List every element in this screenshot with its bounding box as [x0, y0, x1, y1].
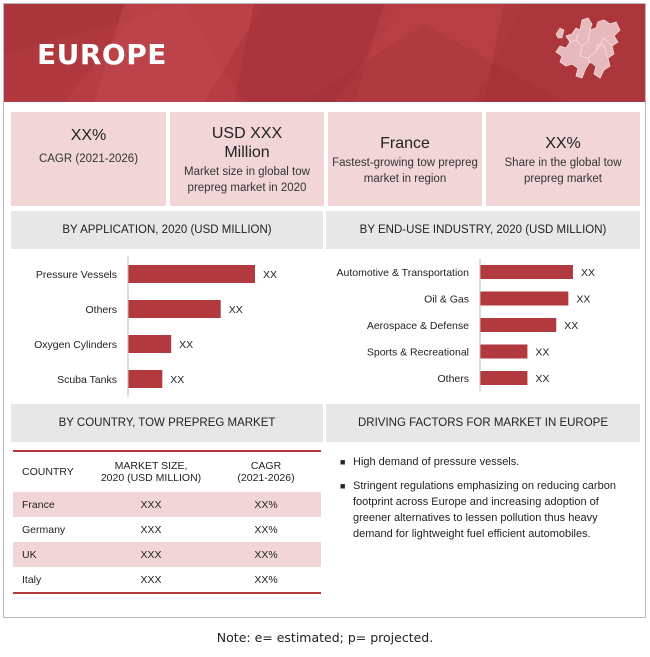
bar — [128, 300, 221, 318]
category-label: Oxygen Cylinders — [34, 339, 117, 351]
bullet-icon: ■ — [340, 481, 346, 491]
category-label: Pressure Vessels — [35, 269, 117, 281]
category-label: Sports & Recreational — [366, 346, 469, 359]
country-cell: Germany — [22, 523, 66, 536]
bar — [128, 370, 162, 388]
cagr-cell: XX% — [254, 573, 278, 586]
kpi-cagr-value: XX% — [70, 127, 107, 144]
category-label: Scuba Tanks — [57, 374, 117, 386]
bar — [480, 318, 556, 332]
kpi-market-size-label: Market size in global tow prepreg market in 2020 — [184, 166, 310, 194]
value-label: XX — [535, 346, 550, 359]
driver-text: Stringent regulations emphasizing on reducing carbon footprint across Europe and increasing adoption of greener alternatives to lessen pollution thus heavy demand for lightweight fuel efficient automobiles. — [353, 480, 616, 540]
col-country-header: COUNTRY — [22, 466, 74, 478]
country-table — [13, 450, 321, 594]
market-size-cell: XXX — [140, 573, 162, 586]
bullet-icon: ■ — [340, 457, 346, 467]
market-size-cell: XXX — [140, 548, 162, 561]
value-label: XX — [263, 269, 278, 281]
value-label: XX — [535, 373, 550, 385]
table-row — [13, 492, 321, 517]
col-market-size-header: MARKET SIZE, 2020 (USD MILLION) — [100, 460, 202, 484]
table-row — [13, 517, 321, 542]
kpi-share-label: Share in the global tow prepreg market — [504, 157, 622, 185]
value-label: XX — [228, 304, 243, 316]
value-label: XX — [581, 267, 596, 279]
kpi-fastest-growing — [328, 112, 482, 206]
kpi-cagr-label: CAGR (2021-2026) — [38, 153, 139, 165]
bar — [480, 292, 568, 306]
category-label: Automotive & Transportation — [336, 267, 469, 279]
europe-map-icon — [552, 16, 624, 86]
category-label: Others — [85, 304, 117, 316]
table-header-row — [13, 452, 321, 492]
application-chart-title: BY APPLICATION, 2020 (USD MILLION) — [11, 211, 323, 249]
category-label: Aerospace & Defense — [366, 320, 469, 332]
value-label: XX — [564, 320, 579, 332]
bar — [480, 265, 573, 279]
header-banner — [4, 4, 645, 102]
enduse-bar-chart — [326, 252, 640, 402]
market-size-cell: XXX — [140, 523, 162, 536]
table-row — [13, 542, 321, 567]
list-item — [340, 478, 632, 542]
cagr-cell: XX% — [254, 548, 278, 561]
category-label: Oil & Gas — [424, 293, 469, 306]
page-title: EUROPE — [37, 38, 167, 71]
drivers-title: DRIVING FACTORS FOR MARKET IN EUROPE — [326, 404, 640, 442]
kpi-market-size — [170, 112, 324, 206]
application-chart — [11, 252, 323, 407]
market-size-cell: XXX — [140, 498, 162, 511]
driver-text: High demand of pressure vessels. — [353, 456, 520, 468]
infographic-frame — [3, 3, 646, 618]
cagr-cell: XX% — [254, 523, 278, 536]
country-table-title: BY COUNTRY, TOW PREPREG MARKET — [11, 404, 323, 442]
kpi-share-value: XX% — [545, 135, 581, 152]
col-cagr-header: CAGR (2021-2026) — [237, 460, 295, 484]
kpi-market-size-value: USD XXX Million — [211, 125, 283, 161]
drivers-list — [340, 454, 632, 550]
kpi-fastest-growing-label: Fastest-growing tow prepreg market in region — [332, 157, 478, 185]
country-cell: UK — [22, 548, 37, 561]
value-label: XX — [170, 374, 185, 386]
cagr-cell: XX% — [254, 498, 278, 511]
bar — [128, 335, 171, 353]
application-bar-chart — [11, 252, 323, 402]
value-label: XX — [179, 339, 194, 351]
kpi-fastest-growing-value: France — [380, 135, 430, 152]
bar — [480, 345, 527, 359]
kpi-cagr — [11, 112, 166, 206]
value-label: XX — [576, 293, 591, 306]
country-cell: France — [22, 498, 55, 511]
enduse-chart-title: BY END-USE INDUSTRY, 2020 (USD MILLION) — [326, 211, 640, 249]
list-item — [340, 454, 632, 470]
country-cell: Italy — [22, 573, 42, 586]
footnote: Note: e= estimated; p= projected. — [216, 630, 434, 645]
enduse-chart — [326, 252, 640, 407]
bar — [480, 371, 527, 385]
kpi-share — [486, 112, 640, 206]
table-row — [13, 567, 321, 592]
bar — [128, 265, 255, 283]
category-label: Others — [437, 373, 469, 385]
